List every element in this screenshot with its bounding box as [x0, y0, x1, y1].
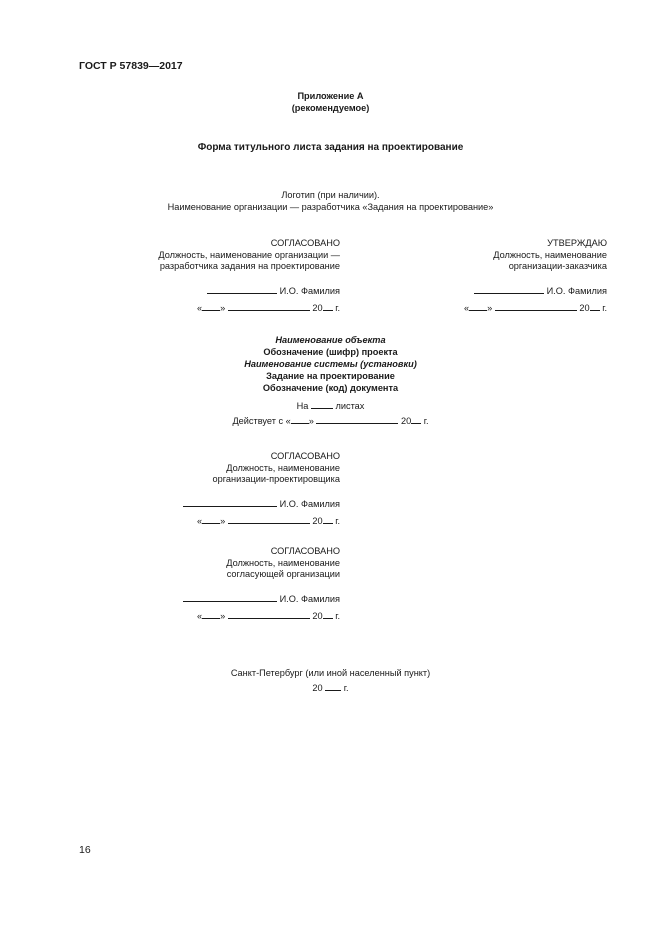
date-open-quote: « — [197, 303, 203, 313]
signature-line — [183, 592, 277, 602]
year-suffix: г. — [343, 683, 349, 693]
agreeing-approval-date-row — [183, 609, 340, 623]
year-prefix: 20 — [312, 683, 323, 693]
standard-number: ГОСТ Р 57839—2017 — [79, 60, 183, 72]
designer-approval-date-row — [183, 514, 340, 528]
day-line — [469, 301, 487, 311]
right-approval-line-1: Должность, наименование — [493, 249, 607, 260]
right-approval-date-row — [464, 301, 607, 315]
date-open-quote: « — [464, 303, 470, 313]
footer-year-row — [0, 681, 661, 695]
sheets-count — [0, 399, 661, 413]
agreeing-approval-line-2: согласующей организации — [226, 569, 340, 579]
date-open-quote: « — [197, 611, 203, 621]
year-suffix: г. — [423, 416, 429, 426]
logo-line-1: Логотип (при наличии). — [281, 190, 380, 200]
form-title: Форма титульного листа задания на проектирование — [197, 142, 464, 153]
day-line — [291, 414, 309, 424]
month-line — [228, 301, 310, 311]
year-line — [590, 301, 600, 311]
task-title: Задание на проектирование — [266, 371, 395, 381]
designer-approval-line-2: организации-проектировщика — [212, 474, 340, 484]
page-number: 16 — [79, 844, 91, 856]
valid-prefix: Действует с « — [232, 416, 291, 426]
document-code: Обозначение (код) документа — [262, 383, 399, 393]
year-line — [323, 301, 333, 311]
valid-from-row — [0, 414, 661, 428]
agreeing-approval-signature: И.О. Фамилия — [279, 593, 340, 604]
right-approval-signature: И.О. Фамилия — [546, 285, 607, 296]
month-line — [495, 301, 577, 311]
date-close-quote: » — [220, 303, 226, 313]
sheets-suffix: листах — [335, 401, 365, 411]
sheets-prefix: На — [296, 401, 309, 411]
left-approval-line-2: разработчика задания на проектирование — [159, 261, 340, 271]
signature-line — [183, 497, 277, 507]
object-name: Наименование объекта — [275, 335, 386, 345]
agreeing-approval-heading: СОГЛАСОВАНО — [270, 546, 340, 556]
month-line — [228, 609, 310, 619]
left-approval-date-row — [158, 301, 340, 315]
date-open-quote: « — [197, 516, 203, 526]
left-approval-heading: СОГЛАСОВАНО — [270, 238, 340, 248]
date-close-quote: » — [220, 611, 226, 621]
year-prefix: 20 — [312, 303, 323, 313]
right-approval-block — [464, 238, 607, 315]
designer-approval-block — [183, 451, 340, 528]
date-close-quote: » — [487, 303, 493, 313]
right-approval-line-2: организации-заказчика — [508, 261, 607, 271]
left-approval-line-1: Должность, наименование организации — — [158, 249, 340, 260]
year-line — [411, 414, 421, 424]
right-approval-heading: УТВЕРЖДАЮ — [547, 238, 607, 248]
logo-line-2: Наименование организации — разработчика «Задания на проектирование» — [167, 202, 494, 212]
date-close-quote: » — [308, 416, 314, 426]
year-suffix: г. — [335, 303, 340, 313]
month-line — [316, 414, 398, 424]
designer-approval-heading: СОГЛАСОВАНО — [270, 451, 340, 461]
agreeing-approval-signature-row — [183, 592, 340, 606]
year-prefix: 20 — [579, 303, 590, 313]
day-line — [202, 609, 220, 619]
appendix-title: Приложение А — [297, 91, 364, 101]
day-line — [202, 514, 220, 524]
year-line — [323, 609, 333, 619]
year-prefix: 20 — [400, 416, 412, 426]
city: Санкт-Петербург (или иной населенный пункт) — [230, 668, 431, 678]
project-code: Обозначение (шифр) проекта — [263, 347, 398, 357]
month-line — [228, 514, 310, 524]
year-prefix: 20 — [312, 516, 323, 526]
year-line — [323, 514, 333, 524]
year-line — [325, 681, 341, 691]
year-prefix: 20 — [312, 611, 323, 621]
left-approval-signature-row — [158, 284, 340, 298]
designer-approval-line-1: Должность, наименование — [226, 462, 340, 473]
sheets-line — [311, 399, 333, 409]
left-approval-block — [158, 238, 340, 315]
left-approval-signature: И.О. Фамилия — [279, 285, 340, 296]
date-close-quote: » — [220, 516, 226, 526]
agreeing-approval-line-1: Должность, наименование — [226, 557, 340, 568]
appendix-status: (рекомендуемое) — [291, 103, 370, 113]
year-suffix: г. — [602, 303, 607, 313]
right-approval-signature-row — [464, 284, 607, 298]
day-line — [202, 301, 220, 311]
signature-line — [207, 284, 277, 294]
designer-approval-signature: И.О. Фамилия — [279, 498, 340, 509]
signature-line — [474, 284, 544, 294]
agreeing-approval-block — [183, 546, 340, 623]
system-name: Наименование системы (установки) — [244, 359, 417, 369]
year-suffix: г. — [335, 516, 340, 526]
year-suffix: г. — [335, 611, 340, 621]
designer-approval-signature-row — [183, 497, 340, 511]
